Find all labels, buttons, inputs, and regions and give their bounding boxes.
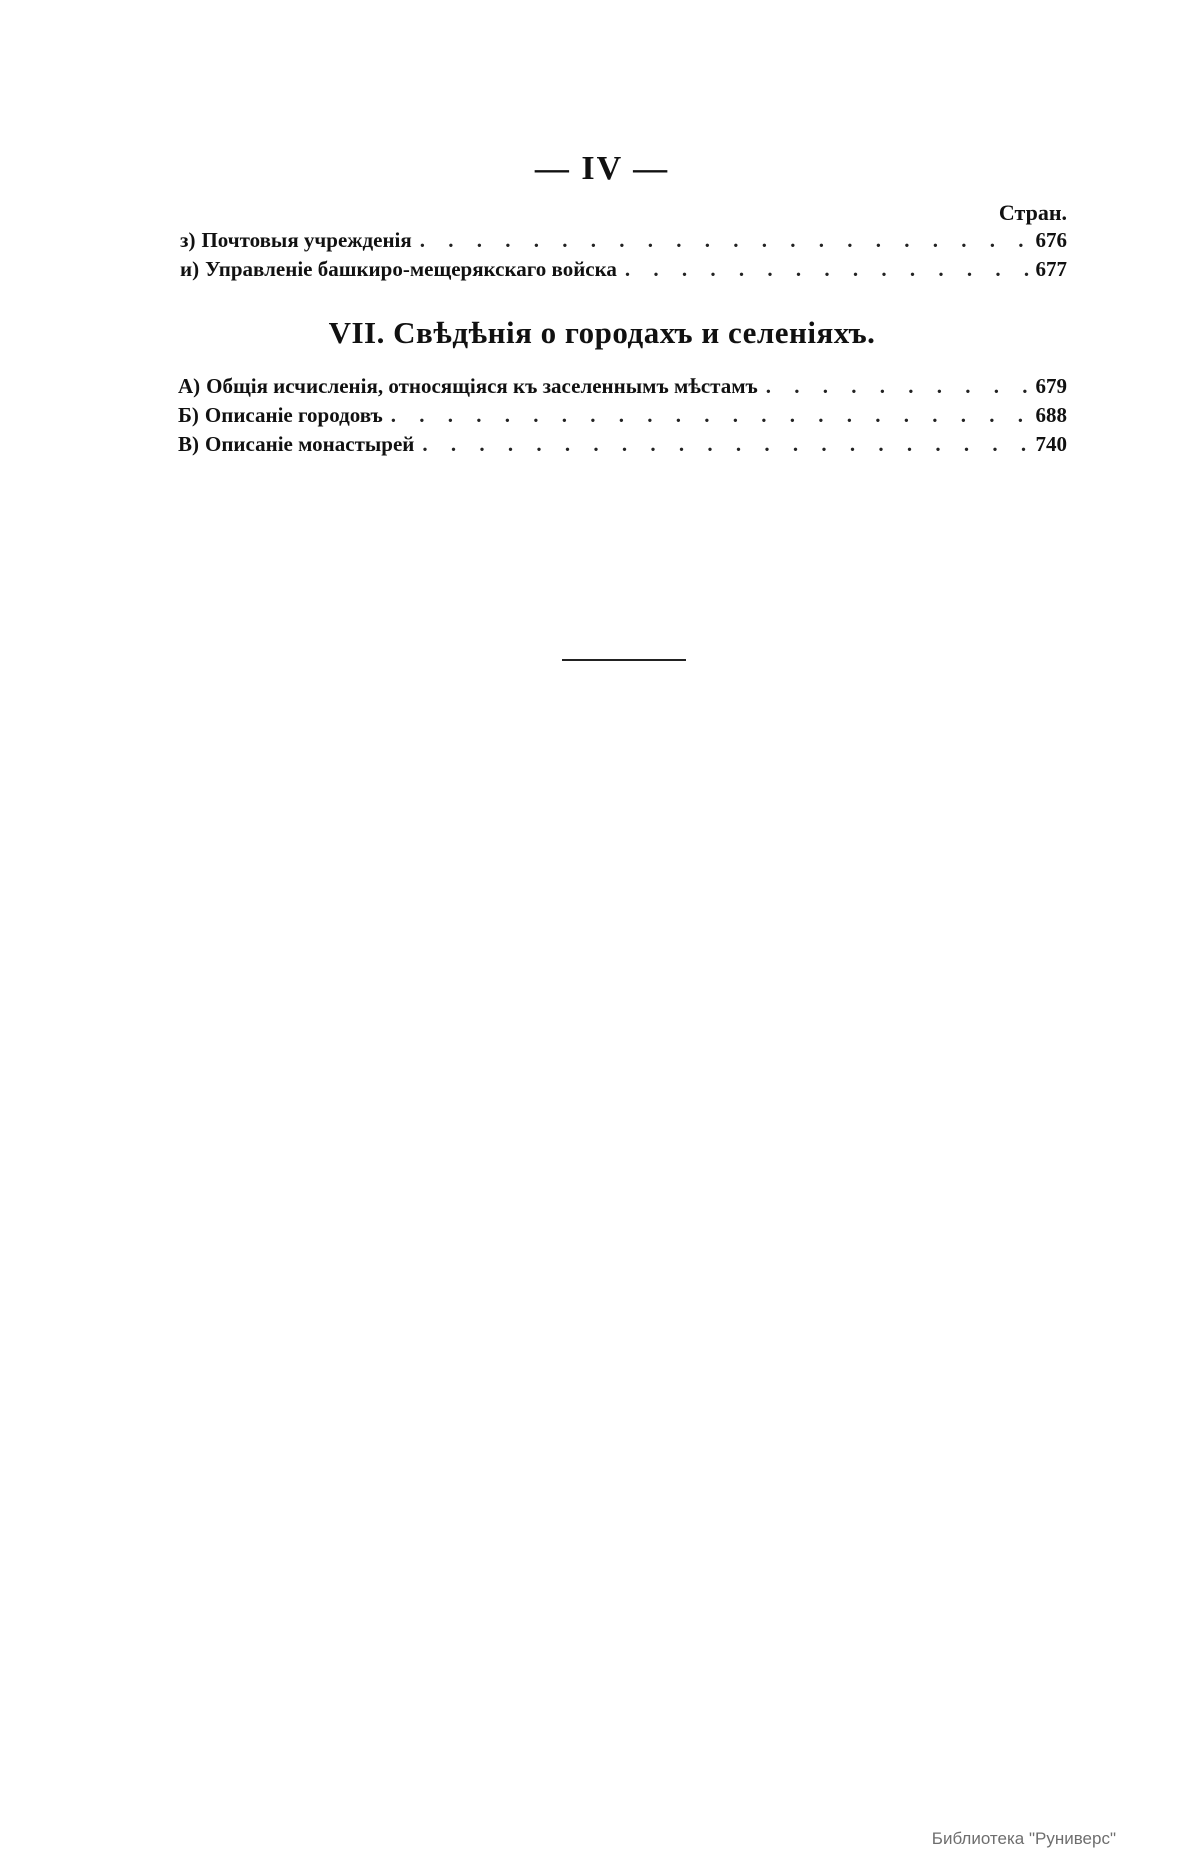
toc-entry-marker: з)	[180, 228, 196, 252]
toc-entry-marker: и)	[180, 257, 200, 281]
page-number-header: — IV —	[534, 150, 670, 187]
dot-leader	[758, 372, 1033, 401]
toc-entry-title: Описаніе городовъ	[204, 403, 383, 427]
page-column-label: Стран.	[998, 200, 1067, 225]
toc-list-top	[180, 226, 1067, 284]
toc-entry	[180, 255, 1067, 284]
toc-entry-title: Почтовыя учрежденія	[201, 228, 412, 252]
toc-entry	[178, 430, 1067, 459]
end-rule-divider	[562, 659, 686, 661]
toc-entry	[178, 372, 1067, 401]
toc-entry-title: Общія исчисленія, относящіяся къ заселеннымъ мѣстамъ	[206, 374, 758, 398]
toc-entry-page: 740	[1035, 432, 1067, 456]
dot-leader	[617, 255, 1033, 284]
toc-entry	[178, 401, 1067, 430]
toc-entry-title: Управленіе башкиро-мещерякскаго войска	[205, 257, 617, 281]
toc-entry-page: 676	[1035, 228, 1067, 252]
library-watermark: Библиотека "Руниверс"	[931, 1829, 1116, 1848]
toc-entry-page: 677	[1035, 257, 1067, 281]
section-heading: VII. Свѣдѣнія о городахъ и селеніяхъ.	[328, 315, 876, 350]
dot-leader	[383, 401, 1033, 430]
toc-entry-title: Описаніе монастырей	[205, 432, 415, 456]
toc-entry-page: 688	[1035, 403, 1067, 427]
toc-entry-marker: Б)	[178, 403, 199, 427]
dot-leader	[414, 430, 1033, 459]
toc-list-section	[178, 372, 1067, 459]
toc-entry-page: 679	[1035, 374, 1067, 398]
toc-entry	[180, 226, 1067, 255]
dot-leader	[412, 226, 1033, 255]
toc-entry-marker: А)	[178, 374, 201, 398]
toc-entry-marker: В)	[178, 432, 199, 456]
